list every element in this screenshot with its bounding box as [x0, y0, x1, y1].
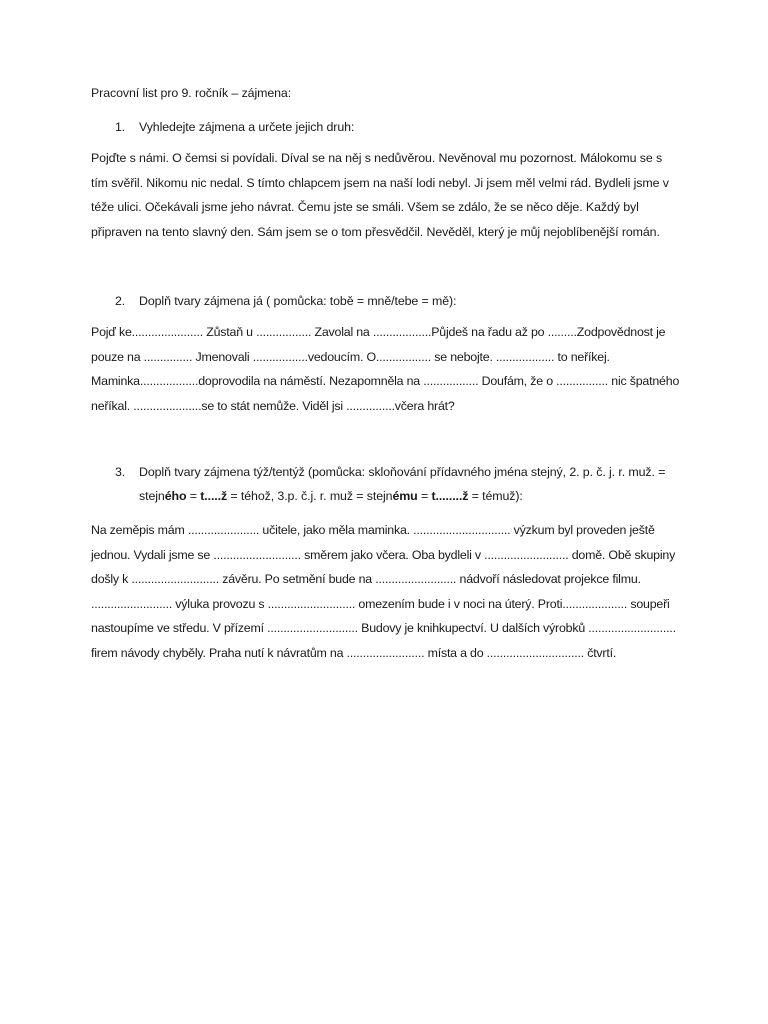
heading-bold-part: ého — [164, 489, 187, 503]
question-2-heading-text: Doplň tvary zájmena já ( pomůcka: tobě = mně/tebe = mě): — [139, 294, 457, 308]
question-3-text: Na zeměpis mám ...................... učitele, jako měla maminka. .............................. výzkum byl proveden ještě jednou. Vydali jsme se ........................... směrem jako včera. Oba bydleli v .......................... domě. Obě skupiny došly k ........................... závěru. Po setmění bude na ......................... nádvoří následovat projekce filmu. ......................... výluka provozu s ........................... omezením bude i v noci na úterý. Proti.................... soupeři nastoupíme ve středu. V přízemí ............................ Budovy je knihkupectví. U dalších výrobků ........................... firem návody chyběly. Praha nutí k návratům na ........................ místa a do .............................. čtvrtí. — [91, 523, 676, 660]
question-1-text: Pojďte s námi. O čemsi si povídali. Díval se na něj s nedůvěrou. Nevěnoval mu pozornost. Málokomu se s tím svěřil. Nikomu nic nedal. S tímto chlapcem jsem na naší lodi nebyl. Ji jsem měl velmi rád. Bydleli jsme v téže ulici. Očekávali jsme jeho návrat. Čemu jste se smáli. Všem se zdálo, že se něco děje. Každý byl připraven na tento slavný den. Sám jsem se o tom přesvědčil. Nevěděl, který je můj nejoblíbenější román. — [91, 151, 669, 239]
heading-part: = — [186, 489, 201, 503]
question-3-number: 3. — [115, 465, 126, 479]
question-2-number: 2. — [115, 294, 126, 308]
heading-part: = témuž): — [468, 489, 523, 503]
heading-bold-part: t.....ž — [200, 489, 228, 503]
question-1-heading-text: Vyhledejte zájmena a určete jejich druh: — [139, 120, 355, 134]
worksheet-title: Pracovní list pro 9. ročník – zájmena: — [91, 86, 292, 100]
heading-part: Doplň tvary zájmena týž/tentýž (pomůcka: skloňování přídavného jména stejný, 2. p. č. j. r. muž. = stejn — [139, 465, 666, 503]
question-3-heading — [91, 460, 681, 508]
heading-part: = — [417, 489, 432, 503]
question-1-heading — [91, 118, 681, 136]
question-2-heading — [91, 292, 681, 310]
question-2-text: Pojď ke...................... Zůstaň u ................. Zavolal na ..................Půjdeš na řadu až po .........Zodpovědnost je pouze na ............... Jmenovali .................vedoucím. O................. se nebojte. .................. to neříkej. Maminka..................doprovodila na náměstí. Nezapomněla na ................. Doufám, že o ................ nic špatného neříkal. .....................se to stát nemůže. Viděl jsi ...............včera hrát? — [91, 325, 680, 413]
heading-bold-part: t........ž — [431, 489, 469, 503]
heading-part: = téhož, 3.p. č.j. r. muž = stejn — [227, 489, 393, 503]
heading-bold-part: ému — [392, 489, 418, 503]
document-content — [91, 84, 681, 665]
question-1-number: 1. — [115, 120, 126, 134]
question-3-heading-text — [139, 465, 665, 503]
